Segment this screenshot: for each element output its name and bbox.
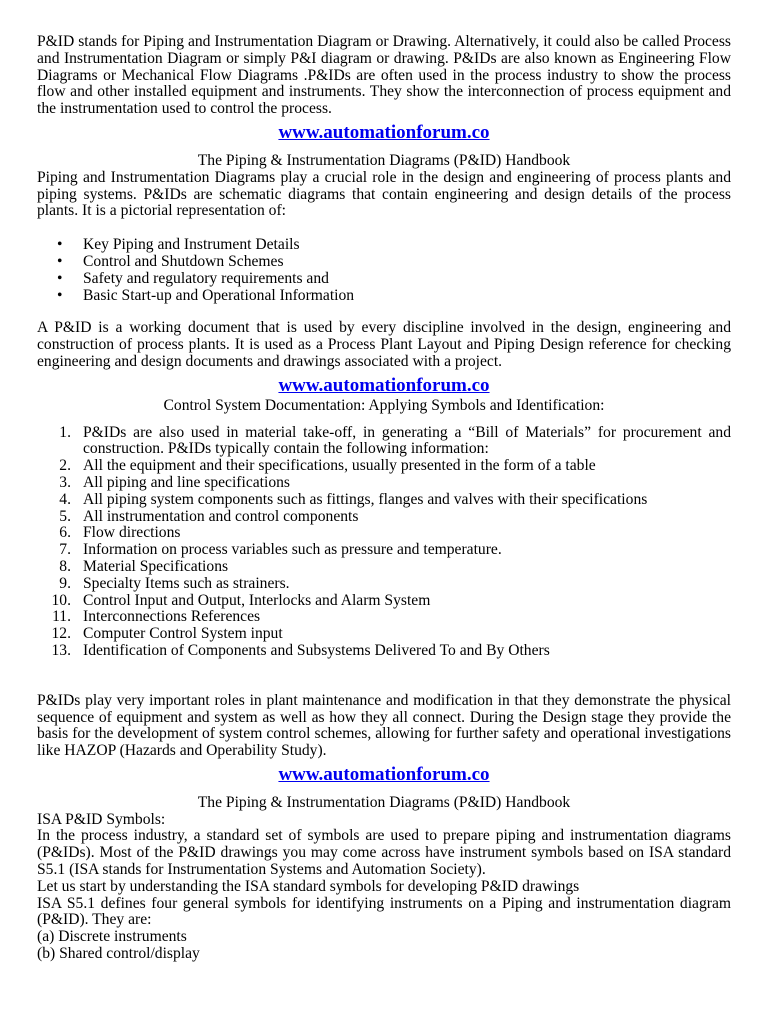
list-item: 5. All instrumentation and control components xyxy=(59,507,359,525)
website-link-3[interactable]: www.automationforum.co xyxy=(278,763,490,785)
list-item: 4. All piping system components such as fittings, flanges and valves with their specifications xyxy=(59,490,648,508)
list-item: • Basic Start-up and Operational Information xyxy=(37,288,731,305)
list-item: 7. Information on process variables such as pressure and temperature. xyxy=(59,541,502,559)
handbook-title-1: The Piping & Instrumentation Diagrams (P&ID) Handbook xyxy=(197,151,571,169)
section3-line: (a) Discrete instruments xyxy=(37,928,187,946)
section2-paragraph: P&IDs play very important roles in plant maintenance and modification in that they demonstrate the physical sequence of equipment and system as well as how they all connect. During the Design stage they provide the basis for the development of system control schemes, allowing for further safety and operational investigations like HAZOP (Hazards and Operability Study). xyxy=(37,691,731,760)
handbook-title-2: The Piping & Instrumentation Diagrams (P&ID) Handbook xyxy=(197,793,571,811)
list-item: 13. Identification of Components and Subsystems Delivered To and By Others xyxy=(51,641,550,659)
list-item: 9. Specialty Items such as strainers. xyxy=(59,574,290,592)
section3-line: In the process industry, a standard set of symbols are used to prepare piping and instrumentation diagrams (P&IDs). Most of the P&ID drawings you may come across have instrument symbols based on ISA standard S5.1 (ISA stands for Instrumentation Systems and Automation Society). xyxy=(37,827,731,879)
bullet-list xyxy=(37,237,731,304)
section1-paragraph-2: A P&ID is a working document that is used by every discipline involved in the design, engineering and construction of process plants. It is used as a Process Plant Layout and Piping Design reference for checking engineering and design documents and drawings associated with a project. xyxy=(37,319,731,370)
section3-line: Let us start by understanding the ISA standard symbols for developing P&ID drawings xyxy=(37,877,580,895)
numbered-list xyxy=(37,425,731,660)
section2-title: Control System Documentation: Applying Symbols and Identification: xyxy=(163,396,605,414)
section3-line: ISA S5.1 defines four general symbols for identifying instruments on a Piping and instrumentation diagram (P&ID). They are: xyxy=(37,894,731,929)
list-item: 2. All the equipment and their specifications, usually presented in the form of a table xyxy=(59,457,596,475)
website-link-2[interactable]: www.automationforum.co xyxy=(278,374,490,396)
list-item: 6. Flow directions xyxy=(59,524,181,542)
section3-heading: ISA P&ID Symbols: xyxy=(37,810,166,828)
list-item: • Control and Shutdown Schemes xyxy=(37,254,731,271)
list-item: 12. Computer Control System input xyxy=(51,625,283,643)
list-item: 11. Interconnections References xyxy=(52,608,261,626)
section3-line: (b) Shared control/display xyxy=(37,945,200,963)
list-item: 8. Material Specifications xyxy=(59,557,229,575)
website-link-1[interactable]: www.automationforum.co xyxy=(278,121,490,143)
list-item: 10. Control Input and Output, Interlocks and Alarm System xyxy=(51,591,431,609)
list-item: • Key Piping and Instrument Details xyxy=(37,237,731,254)
list-item: • Safety and regulatory requirements and xyxy=(37,271,731,288)
section1-paragraph: Piping and Instrumentation Diagrams play a crucial role in the design and engineering of process plants and piping systems. P&IDs are schematic diagrams that contain engineering and design details of the process plants. It is a pictorial representation of: xyxy=(37,168,731,220)
list-item: 1. P&IDs are also used in material take-off, in generating a “Bill of Materials” for procurement and construction. P&IDs typically contain the following information: xyxy=(59,423,731,458)
list-item: 3. All piping and line specifications xyxy=(59,473,291,491)
intro-paragraph: P&ID stands for Piping and Instrumentation Diagram or Drawing. Alternatively, it could also be called Process and Instrumentation Diagram or simply P&I diagram or drawing. P&IDs are also known as Engineering Flow Diagrams or Mechanical Flow Diagrams .P&IDs are often used in the process industry to show the process flow and other installed equipment and instruments. They show the interconnection of process equipment and the instrumentation used to control the process. xyxy=(37,33,731,118)
